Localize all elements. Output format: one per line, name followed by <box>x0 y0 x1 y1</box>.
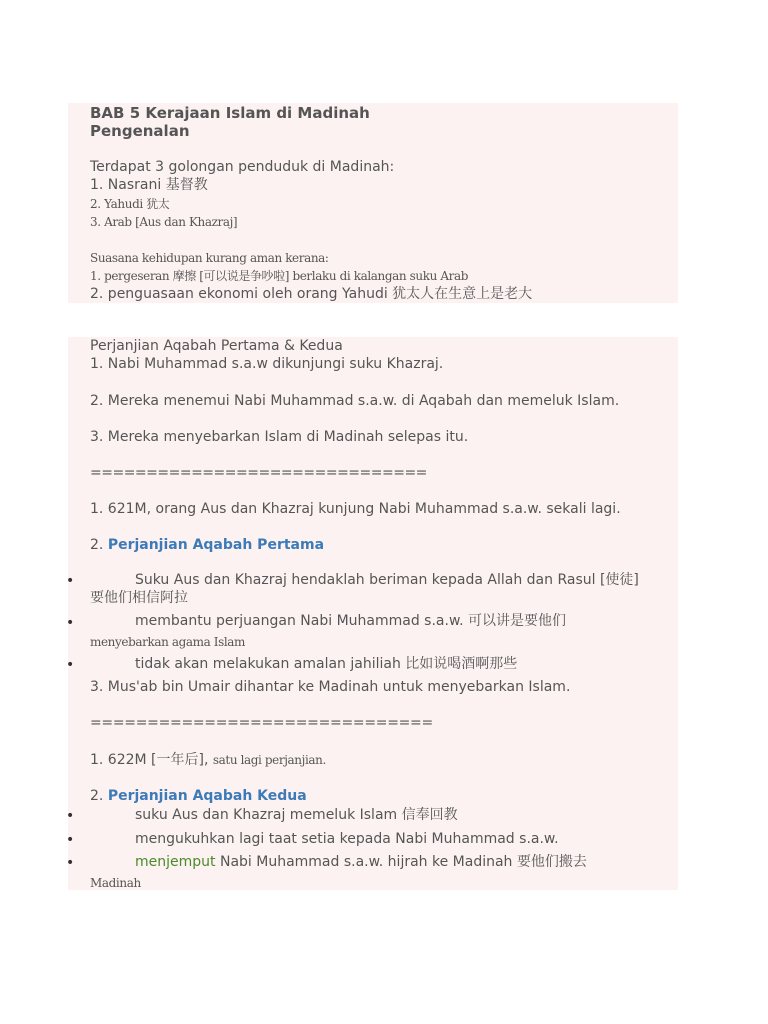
bullet-marker: • <box>66 657 75 673</box>
group-item: 3. Arab [Aus dan Khazraj] <box>90 215 238 229</box>
bullet-marker: • <box>66 855 75 871</box>
second-heading <box>90 787 307 805</box>
intro-text: Terdapat 3 golongan penduduk di Madinah: <box>90 159 395 175</box>
highlight-word: menjemput <box>135 854 216 870</box>
bullet-text-rest: Nabi Muhammad s.a.w. hijrah ke Madinah 要他们搬去 <box>215 854 587 870</box>
chapter-title: BAB 5 Kerajaan Islam di Madinah <box>90 104 370 122</box>
bullet-text: Suku Aus dan Khazraj hendaklah beriman kepada Allah dan Rasul [使徒] <box>135 572 639 588</box>
second-agreement-title: Perjanjian Aqabah Kedua <box>107 788 307 804</box>
point-item: 2. Mereka menemui Nabi Muhammad s.a.w. di Aqabah dan memeluk Islam. <box>90 393 620 409</box>
bullet-text: mengukuhkan lagi taat setia kepada Nabi Muhammad s.a.w. <box>135 831 559 847</box>
bullet-text <box>135 853 587 871</box>
bullet-marker: • <box>66 615 75 631</box>
point-item: 3. Mereka menyebarkan Islam di Madinah selepas itu. <box>90 429 469 445</box>
group-item: 1. Nasrani 基督教 <box>90 177 208 193</box>
bullet-text-cont: menyebarkan agama Islam <box>90 635 246 649</box>
divider-line: ============================== <box>90 715 433 731</box>
bullet-text: tidak akan melakukan amalan jahiliah 比如说喝酒啊那些 <box>135 656 518 672</box>
aqabah-title: Perjanjian Aqabah Pertama & Kedua <box>90 338 343 354</box>
chapter-subtitle: Pengenalan <box>90 122 190 140</box>
situation-text: Suasana kehidupan kurang aman kerana: <box>90 251 329 265</box>
bullet-marker: • <box>66 808 75 824</box>
reason-item: 2. penguasaan ekonomi oleh orang Yahudi 犹太人在生意上是老大 <box>90 286 533 302</box>
second-point-1-text: satu lagi perjanjian. <box>212 753 326 767</box>
bullet-text-cont: Madinah <box>90 876 141 890</box>
heading-prefix: 2. <box>90 537 108 553</box>
first-point-3: 3. Mus'ab bin Umair dihantar ke Madinah untuk menyebarkan Islam. <box>90 679 571 695</box>
bullet-text: membantu perjuangan Nabi Muhammad s.a.w. 可以讲是要他们 <box>135 613 567 629</box>
bullet-marker: • <box>66 832 75 848</box>
point-item: 1. Nabi Muhammad s.a.w dikunjungi suku Khazraj. <box>90 356 444 372</box>
divider-line: ============================== <box>90 465 427 481</box>
first-agreement-title: Perjanjian Aqabah Pertama <box>107 537 325 553</box>
first-heading <box>90 536 324 554</box>
group-item: 2. Yahudi 犹太 <box>90 197 170 211</box>
bullet-text: suku Aus dan Khazraj memeluk Islam 信奉回教 <box>135 807 458 823</box>
bullet-marker: • <box>66 573 75 589</box>
second-point-1-date: 1. 622M [一年后], <box>90 752 213 768</box>
second-point-1 <box>90 751 326 769</box>
first-point-1: 1. 621M, orang Aus dan Khazraj kunjung Nabi Muhammad s.a.w. sekali lagi. <box>90 501 621 517</box>
bullet-text-cont: 要他们相信阿拉 <box>90 590 188 606</box>
heading-prefix: 2. <box>90 788 108 804</box>
reason-item: 1. pergeseran 摩擦 [可以说是争吵啦] berlaku di kalangan suku Arab <box>90 269 468 283</box>
